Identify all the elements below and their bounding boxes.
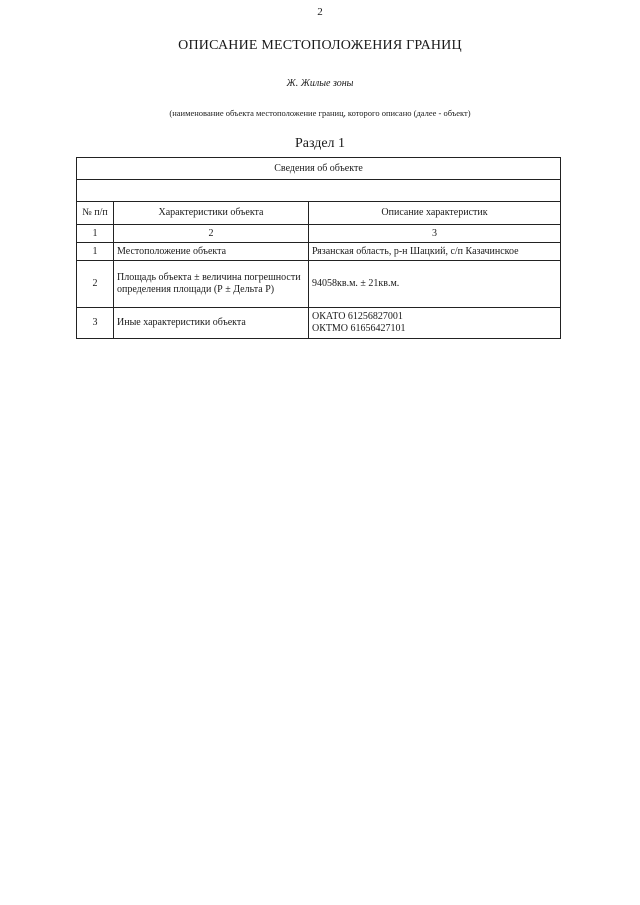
row-number: 2 — [77, 261, 114, 308]
column-number-1: 1 — [77, 225, 114, 243]
oktmo-code: ОКТМО 61656427101 — [312, 323, 406, 334]
row-characteristic: Местоположение объекта — [114, 243, 309, 261]
row-characteristic: Площадь объекта ± величина погрешности определения площади (Р ± Дельта Р) — [114, 261, 309, 308]
row-number: 1 — [77, 243, 114, 261]
column-number-3: 3 — [309, 225, 561, 243]
table-row — [77, 261, 561, 308]
table-header-row — [77, 158, 561, 180]
table-header: Сведения об объекте — [77, 158, 561, 180]
column-number-row — [77, 225, 561, 243]
row-description — [309, 308, 561, 339]
column-number-2: 2 — [114, 225, 309, 243]
column-header-characteristic: Характеристики объекта — [114, 202, 309, 225]
object-name: Ж. Жилые зоны — [286, 78, 354, 89]
column-header-num: № п/п — [77, 202, 114, 225]
object-info-table — [76, 157, 561, 339]
section-title: Раздел 1 — [294, 136, 346, 151]
row-characteristic: Иные характеристики объекта — [114, 308, 309, 339]
column-header-row — [77, 202, 561, 225]
object-name-caption: (наименование объекта местоположение границ, которого описано (далее - объект) — [169, 108, 471, 118]
row-number: 3 — [77, 308, 114, 339]
row-description: 94058кв.м. ± 21кв.м. — [309, 261, 561, 308]
table-blank-cell — [77, 180, 561, 202]
column-header-description: Описание характеристик — [309, 202, 561, 225]
page-number: 2 — [317, 6, 323, 18]
document-title: ОПИСАНИЕ МЕСТОПОЛОЖЕНИЯ ГРАНИЦ — [178, 38, 462, 53]
table-row — [77, 243, 561, 261]
table-blank-row — [77, 180, 561, 202]
row-description: Рязанская область, р-н Шацкий, с/п Казачинское — [309, 243, 561, 261]
okato-code: ОКАТО 61256827001 — [312, 311, 403, 322]
table-row — [77, 308, 561, 339]
